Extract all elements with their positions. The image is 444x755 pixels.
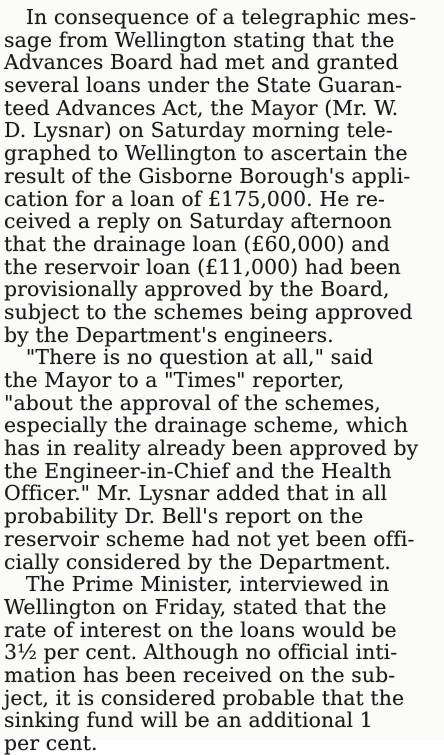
article-line: ceived a reply on Saturday afternoon bbox=[4, 209, 392, 234]
article-line: the Mayor to a "Times" reporter, bbox=[4, 368, 345, 392]
article-line: that the drainage loan (£60,000) and bbox=[4, 231, 390, 256]
article-line: Advances Board had met and granted bbox=[4, 50, 399, 75]
article-line: result of the Gisborne Borough's appli- bbox=[4, 163, 411, 188]
article-line: sinking fund will be an additional 1 bbox=[4, 708, 373, 733]
article-line: per cent. bbox=[4, 731, 98, 755]
article-line: graphed to Wellington to ascertain the bbox=[4, 141, 408, 166]
article-line: by the Department's engineers. bbox=[4, 322, 334, 347]
article-line: rate of interest on the loans would be bbox=[4, 617, 397, 642]
article-line: provisionally approved by the Board, bbox=[4, 277, 390, 302]
article-line: sage from Wellington stating that the bbox=[4, 27, 395, 52]
article-line: has in reality already been approved by bbox=[4, 436, 419, 461]
article-line: the Engineer-in-Chief and the Health bbox=[4, 458, 392, 483]
article-line: especially the drainage scheme, which bbox=[4, 413, 409, 438]
paragraph-loan-news bbox=[4, 6, 440, 346]
article-line: In consequence of a telegraphic mes- bbox=[25, 5, 417, 29]
article-line: reservoir scheme had not yet been offi- bbox=[4, 526, 415, 551]
article-line: Wellington on Friday, stated that the bbox=[4, 594, 387, 619]
article-line: several loans under the State Guaran- bbox=[4, 73, 403, 98]
article-line: probability Dr. Bell's report on the bbox=[4, 504, 364, 529]
article-line: cation for a loan of £175,000. He re- bbox=[4, 186, 386, 211]
article-line: the reservoir loan (£11,000) had been bbox=[4, 254, 401, 279]
article-line: The Prime Minister, interviewed in bbox=[25, 572, 390, 597]
article-line: D. Lysnar) on Saturday morning tele- bbox=[4, 118, 393, 143]
article-line: "about the approval of the schemes, bbox=[4, 390, 381, 415]
article-line: cially considered by the Department. bbox=[4, 549, 392, 574]
paragraph-mayor-quote bbox=[4, 346, 440, 573]
article-line: ject, it is considered probable that the bbox=[4, 685, 405, 710]
article-line: Officer." Mr. Lysnar added that in all bbox=[4, 481, 388, 506]
article-line: subject to the schemes being approved bbox=[4, 299, 413, 324]
paragraph-prime-minister bbox=[4, 573, 440, 755]
article-line: "There is no question at all," said bbox=[25, 345, 374, 370]
article-line: teed Advances Act, the Mayor (Mr. W. bbox=[4, 95, 399, 120]
article-line: 3½ per cent. Although no official inti- bbox=[4, 640, 398, 665]
article-line: mation has been received on the sub- bbox=[4, 662, 396, 687]
